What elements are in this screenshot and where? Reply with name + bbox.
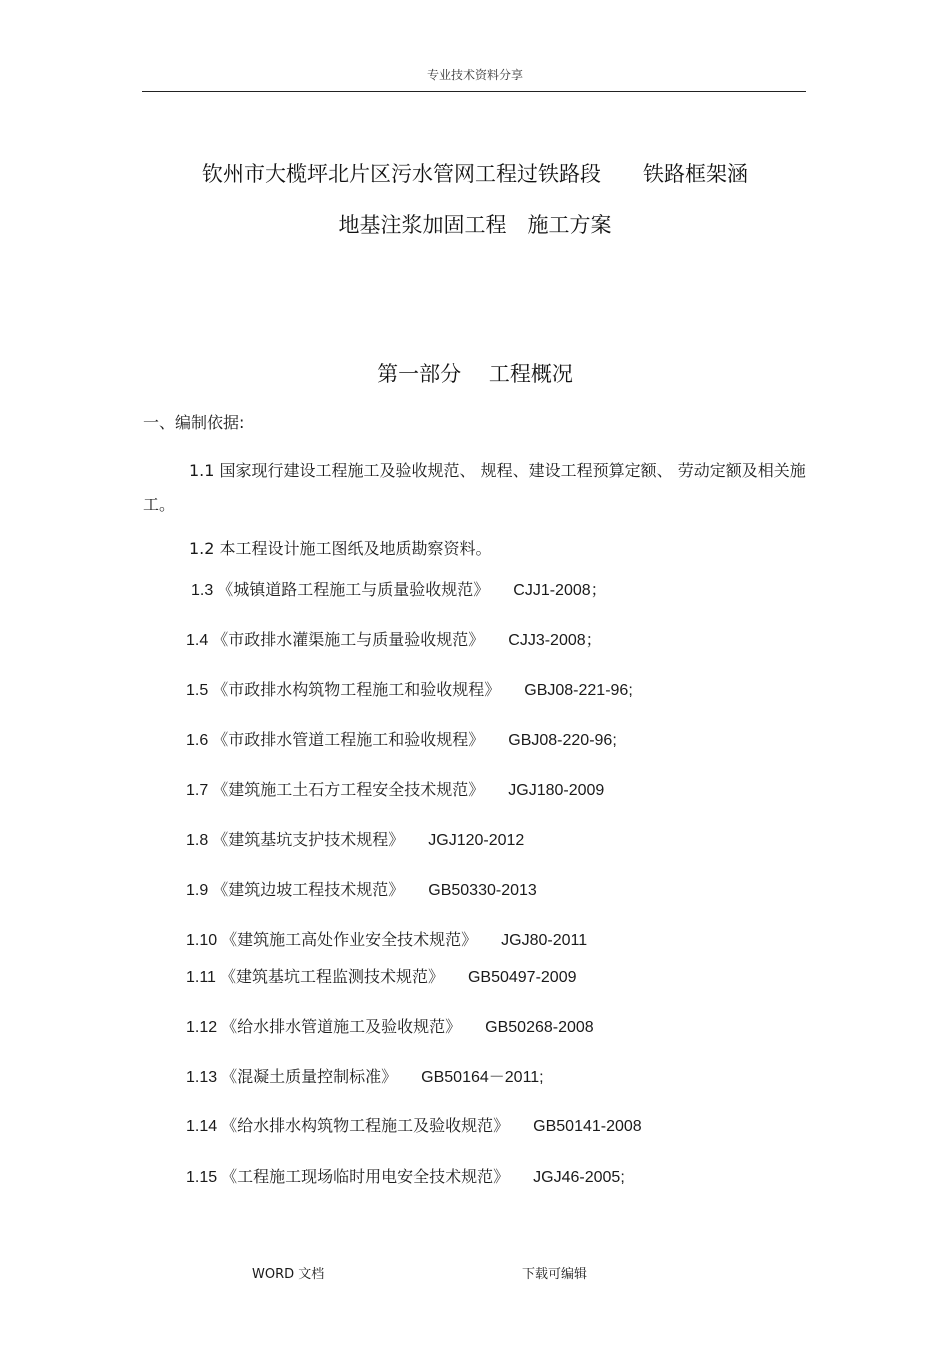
standard-item-number: 1.8: [186, 832, 209, 849]
standard-item-number: 1.9: [186, 882, 209, 899]
standard-item: [186, 677, 633, 700]
standard-item-code: CJJ3-2008；: [508, 632, 602, 649]
standard-item-code: GB50497-2009: [467, 969, 577, 986]
standard-item-name: 《建筑施工高处作业安全技术规范》: [221, 930, 478, 949]
standard-item-name: 《城镇道路工程施工与质量验收规范》: [217, 580, 490, 599]
paragraph-1-2-text: 1.2 本工程设计施工图纸及地质勘察资料。: [189, 539, 492, 558]
standard-item-code: JGJ46-2005;: [533, 1169, 625, 1186]
standard-item: [186, 1164, 625, 1187]
footer-left: WORD 文档: [252, 1267, 325, 1282]
standard-item: [186, 777, 604, 800]
standard-item: [191, 577, 607, 600]
section-title: 第一部分 工程概况: [377, 362, 573, 386]
standard-item-name: 《市政排水构筑物工程施工和验收规程》: [212, 680, 501, 699]
standard-item: [186, 1014, 594, 1037]
standard-item-code: GB50141-2008: [533, 1118, 642, 1135]
standard-item-number: 1.14: [186, 1118, 218, 1135]
standard-item: [186, 927, 587, 950]
standard-item-name: 《建筑基坑支护技术规程》: [212, 830, 405, 849]
standard-item-number: 1.13: [186, 1069, 218, 1086]
standard-item-number: 1.7: [186, 782, 209, 799]
standard-item-name: 《市政排水灌渠施工与质量验收规范》: [212, 630, 485, 649]
standard-item: [186, 827, 524, 850]
page-header: 专业技术资料分享: [426, 68, 523, 82]
standard-item-code: JGJ80-2011: [501, 932, 588, 949]
standard-item-number: 1.10: [186, 932, 218, 949]
standard-item-name: 《给水排水管道施工及验收规范》: [221, 1017, 462, 1036]
document-title-line2: 地基注浆加固工程 施工方案: [338, 213, 612, 237]
standard-item: [186, 627, 602, 650]
paragraph-1-2: [143, 532, 807, 566]
standard-item-name: 《建筑施工土石方工程安全技术规范》: [212, 780, 485, 799]
standard-item: [186, 727, 617, 750]
standard-item-name: 《给水排水构筑物工程施工及验收规范》: [221, 1116, 510, 1135]
document-title-line1: 钦州市大榄坪北片区污水管网工程过铁路段 铁路框架涵: [202, 162, 748, 186]
standard-item: [186, 1113, 642, 1136]
standard-item-number: 1.15: [186, 1169, 218, 1186]
standard-item-number: 1.5: [186, 682, 209, 699]
standard-item: [186, 1064, 544, 1087]
standard-item-number: 1.3: [191, 582, 214, 599]
standard-item-code: JGJ120-2012: [428, 832, 525, 849]
paragraph-1-1: [143, 454, 807, 522]
footer-right: 下载可编辑: [522, 1267, 588, 1282]
header-rule: [142, 91, 806, 92]
standard-item-name: 《工程施工现场临时用电安全技术规范》: [221, 1167, 510, 1186]
paragraph-1-1-text: 1.1 国家现行建设工程施工及验收规范、 规程、建设工程预算定额、 劳动定额及相关施工。: [143, 461, 806, 514]
standard-item-number: 1.6: [186, 732, 209, 749]
standard-item-code: JGJ180-2009: [508, 782, 605, 799]
standard-item-name: 《市政排水管道工程施工和验收规程》: [212, 730, 485, 749]
standard-item-code: GB50268-2008: [485, 1019, 594, 1036]
standard-item-code: GB50330-2013: [428, 882, 537, 899]
standard-item-code: GBJ08-220-96;: [508, 732, 617, 749]
standard-item: [186, 877, 537, 900]
standard-item-name: 《混凝土质量控制标准》: [221, 1067, 398, 1086]
standard-item-number: 1.12: [186, 1019, 218, 1036]
subheading-basis: 一、编制依据:: [143, 413, 245, 432]
standard-item-name: 《建筑基坑工程监测技术规范》: [219, 967, 444, 986]
standard-item: [186, 964, 577, 987]
standard-item-name: 《建筑边坡工程技术规范》: [212, 880, 405, 899]
standard-item-number: 1.4: [186, 632, 209, 649]
standard-item-code: GB50164－2011;: [421, 1069, 544, 1086]
standard-item-code: GBJ08-221-96;: [524, 682, 633, 699]
standard-item-code: CJJ1-2008；: [513, 582, 607, 599]
standard-item-number: 1.11: [186, 969, 216, 986]
